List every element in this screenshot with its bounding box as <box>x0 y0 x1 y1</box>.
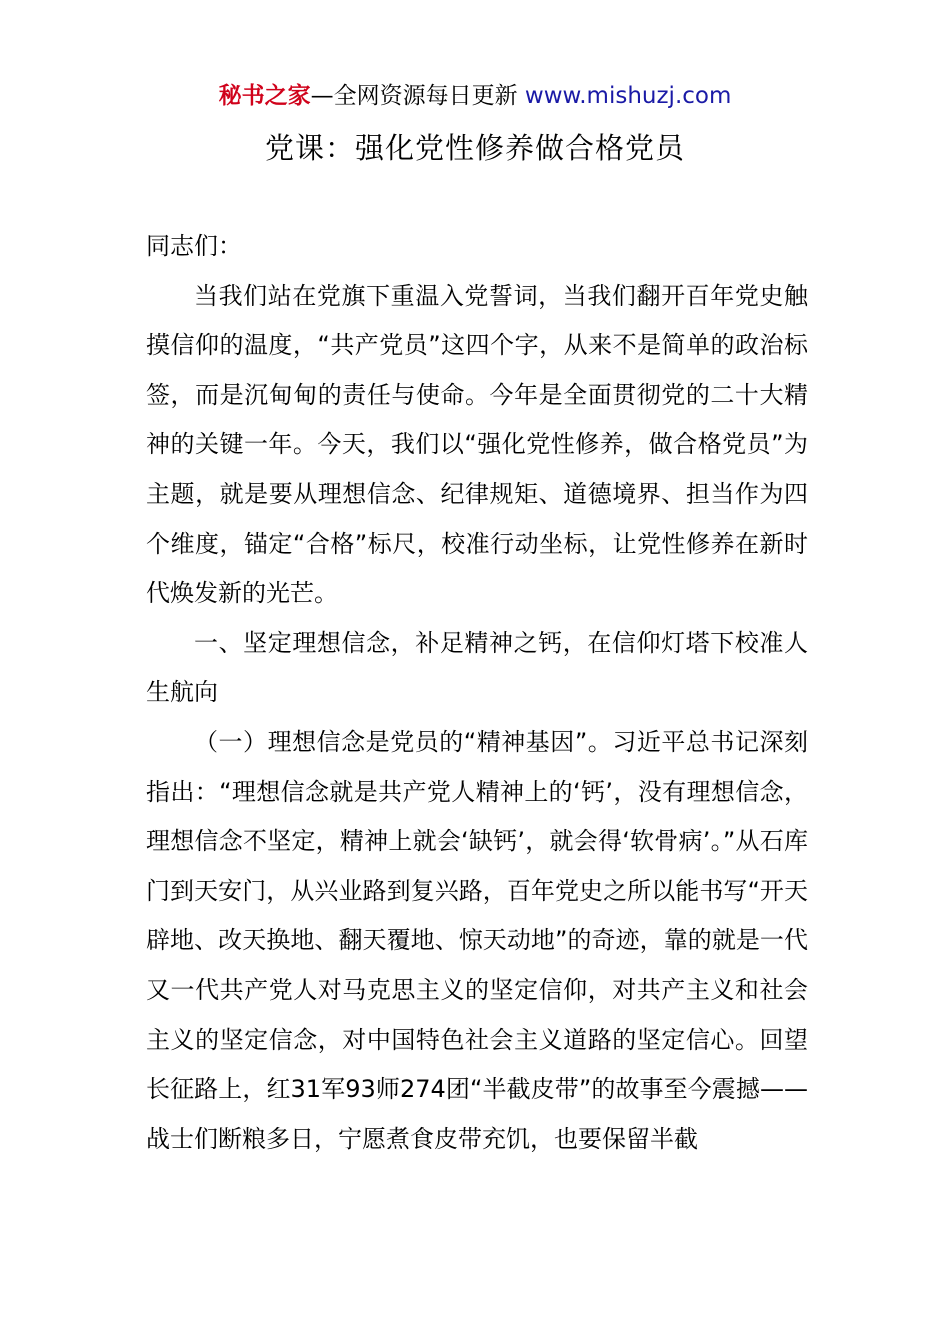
body-paragraph: （一）理想信念是党员的“精神基因”。习近平总书记深刻指出：“理想信念就是共产党人精神上的‘钙’，没有理想信念，理想信念不坚定，精神上就会‘缺钙’，就会得‘软骨病’。”从石库门到天安门，从兴业路到复兴路，百年党史之所以能书写“开天辟地、改天换地、翻天覆地、惊天动地”的奇迹，靠的就是一代又一代共产党人对马克思主义的坚定信仰，对共产主义和社会主义的坚定信念，对中国特色社会主义道路的坚定信心。回望长征路上，红31军93师274团“半截皮带”的故事至今震撼——战士们断粮多日，宁愿煮食皮带充饥，也要保留半截 <box>146 727 808 1153</box>
body-paragraph: 当我们站在党旗下重温入党誓词，当我们翻开百年党史触摸信仰的温度，“共产党员”这四个字，从来不是简单的政治标签，而是沉甸甸的责任与使命。今年是全面贯彻党的二十大精神的关键一年。今天，我们以“强化党性修养，做合格党员”为主题，就是要从理想信念、纪律规矩、道德境界、担当作为四个维度，锚定“合格”标尺，校准行动坐标，让党性修养在新时代焕发新的光芒。 <box>146 281 808 608</box>
brand-name: 秘书之家 <box>218 83 311 109</box>
document-body <box>146 222 808 1164</box>
site-url-link[interactable]: www.mishuzj.com <box>524 83 732 109</box>
banner-tagline: —全网资源每日更新 <box>310 83 525 109</box>
document-title: 党课：强化党性修养做合格党员 <box>264 131 685 165</box>
section-heading: 一、坚定理想信念，补足精神之钙，在信仰灯塔下校准人生航向 <box>146 628 808 707</box>
salutation: 同志们： <box>146 232 242 260</box>
site-banner <box>0 80 950 112</box>
